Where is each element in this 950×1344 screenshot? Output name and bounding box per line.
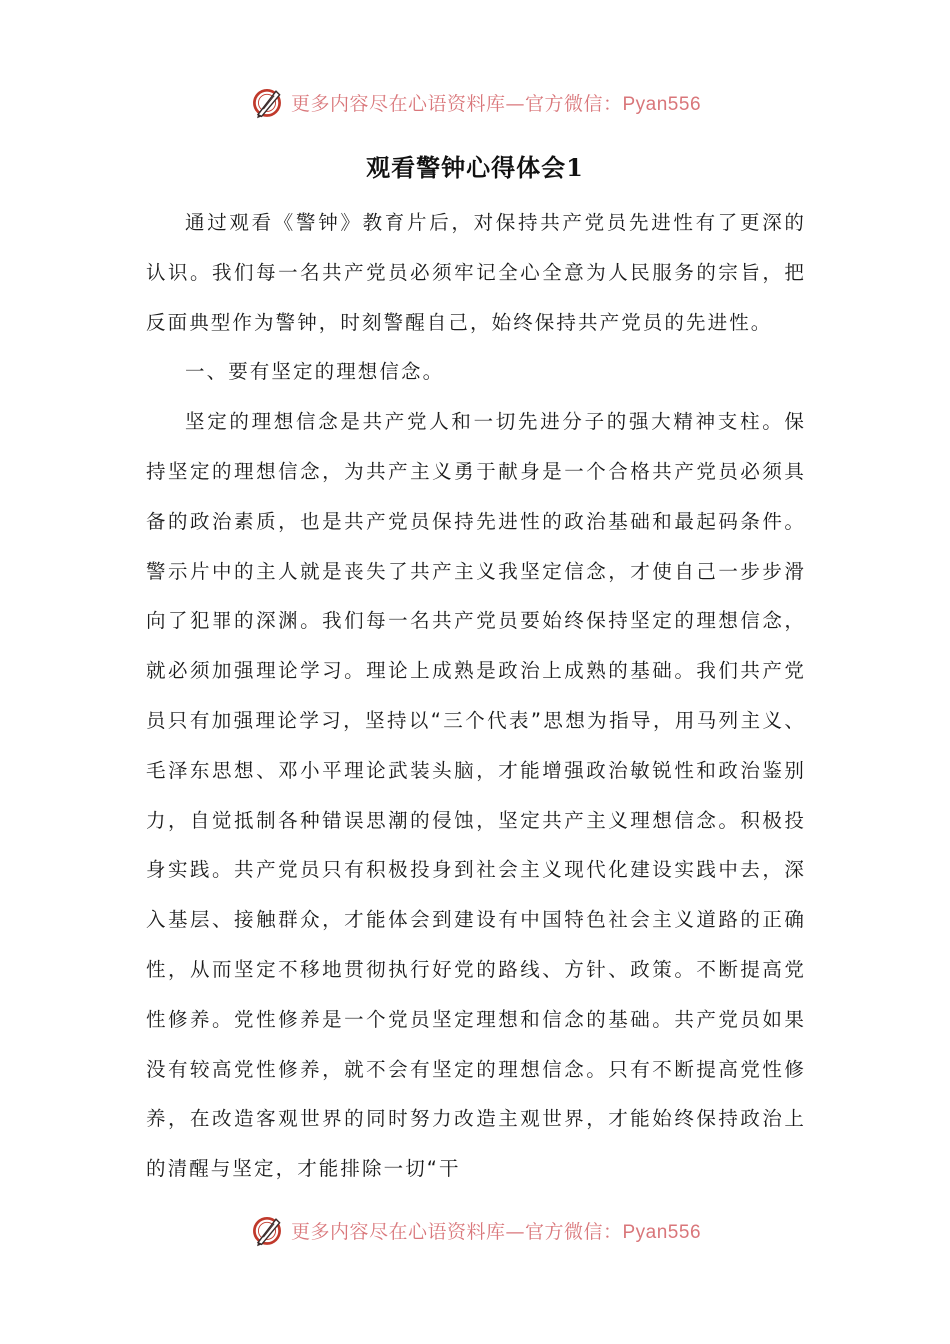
- banner-wechat-id: Pyan556: [622, 93, 702, 115]
- document-title: 观看警钟心得体会1: [366, 153, 584, 182]
- banner-text: [291, 1217, 701, 1244]
- header-banner: [0, 82, 950, 122]
- banner-text-cn: 更多内容尽在心语资料库—官方微信：: [290, 92, 623, 115]
- paragraph: 通过观看《警钟》教育片后，对保持共产党员先进性有了更深的认识。我们每一名共产党员必须牢记全心全意为人民服务的宗旨，把反面典型作为警钟，时刻警醒自己，始终保持共产党员的先进性。: [146, 211, 806, 334]
- paragraph-heading: 一、要有坚定的理想信念。: [185, 360, 445, 384]
- banner-text-cn: 更多内容尽在心语资料库—官方微信：: [290, 1220, 623, 1243]
- banner-text: [291, 89, 701, 116]
- pen-nib-logo-icon: [249, 1212, 285, 1248]
- paragraph: 坚定的理想信念是共产党人和一切先进分子的强大精神支柱。保持坚定的理想信念，为共产主义勇于献身是一个合格共产党员必须具备的政治素质，也是共产党员保持先进性的政治基础和最起码条件。警示片中的主人就是丧失了共产主义我坚定信念，才使自己一步步滑向了犯罪的深渊。我们每一名共产党员要始终保持坚定的理想信念，就必须加强理论学习。理论上成熟是政治上成熟的基础。我们共产党员只有加强理论学习，坚持以“三个代表”思想为指导，用马列主义、毛泽东思想、邓小平理论武装头脑，才能增强政治敏锐性和政治鉴别力，自觉抵制各种错误思潮的侵蚀，坚定共产主义理想信念。积极投身实践。共产党员只有积极投身到社会主义现代化建设实践中去，深入基层、接触群众，才能体会到建设有中国特色社会主义道路的正确性，从而坚定不移地贯彻执行好党的路线、方针、政策。不断提高党性修养。党性修养是一个党员坚定理想和信念的基础。共产党员如果没有较高党性修养，就不会有坚定的理想信念。只有不断提高党性修养，在改造客观世界的同时努力改造主观世界，才能始终保持政治上的清醒与坚定，才能排除一切“干: [146, 410, 806, 1181]
- footer-banner: [0, 1210, 950, 1250]
- pen-nib-logo-icon: [249, 84, 285, 120]
- banner-wechat-id: Pyan556: [622, 1221, 702, 1243]
- document-body: [146, 198, 806, 1194]
